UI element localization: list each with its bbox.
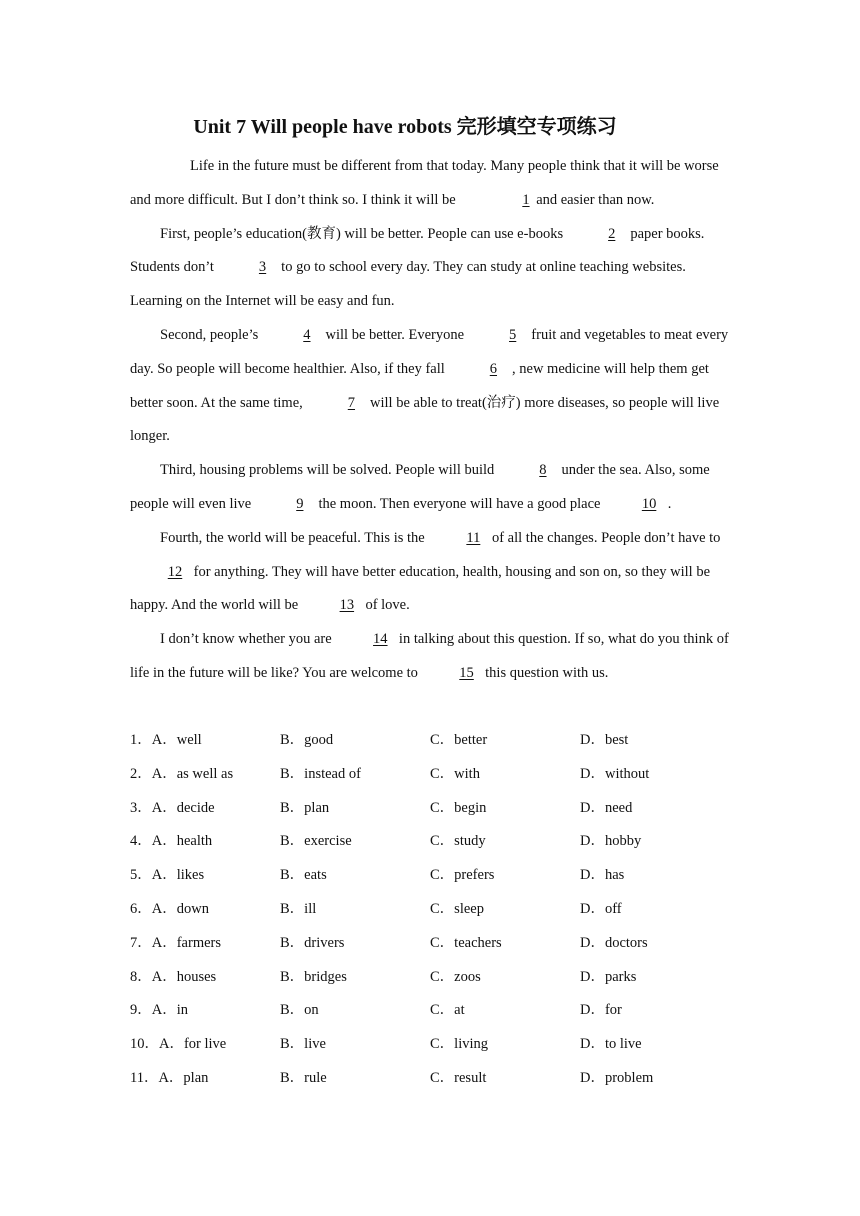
answer-options <box>130 724 750 1096</box>
option-c: C．result <box>430 1069 487 1086</box>
cloze-passage <box>130 150 730 691</box>
page-title: Unit 7 Will people have robots 完形填空专项练习 <box>193 116 617 138</box>
paragraph-2 <box>130 218 730 319</box>
passage-text: under the sea. Also, some people will even live <box>130 462 710 512</box>
option-a: 7．A．farmers <box>130 934 222 951</box>
option-b: B．eats <box>280 867 327 884</box>
passage-text: will be able to treat(治疗) more diseases, so people will live longer. <box>130 394 720 445</box>
passage-text: I don’t know whether you are <box>160 631 332 648</box>
option-b: B．drivers <box>280 934 345 951</box>
question-row <box>130 994 750 1028</box>
option-a: 2．A．as well as <box>130 765 234 782</box>
blank-3: 3 <box>258 259 267 276</box>
option-c: C．teachers <box>430 934 502 951</box>
passage-text: in talking about this question. If so, what do you think of life in the future will be like? You are welcome to <box>130 631 729 681</box>
option-d: D．has <box>580 867 625 884</box>
passage-text: for anything. They will have better education, health, housing and son on, so they will be happy. And the world will be <box>130 563 711 614</box>
question-row <box>130 758 750 792</box>
option-a: 9．A．in <box>130 1002 188 1019</box>
blank-6: 6 <box>489 360 498 377</box>
option-b: B．rule <box>280 1069 327 1086</box>
option-d: D．for <box>580 1002 622 1019</box>
option-d: D．need <box>580 799 633 816</box>
option-b: B．instead of <box>280 765 361 782</box>
option-b: B．live <box>280 1036 326 1053</box>
option-c: C．with <box>430 765 480 782</box>
question-row <box>130 1028 750 1062</box>
blank-7: 7 <box>347 394 356 411</box>
question-row <box>130 724 750 758</box>
passage-text: , new medicine will help them get better soon. At the same time, <box>130 360 709 411</box>
question-row <box>130 927 750 961</box>
option-d: D．without <box>580 765 650 782</box>
blank-11: 11 <box>466 529 481 546</box>
option-c: C．living <box>430 1036 489 1053</box>
question-row <box>130 961 750 995</box>
option-c: C．zoos <box>430 968 481 985</box>
passage-text: to go to school every day. They can study at online teaching websites. Learning on the Internet will be easy and fun. <box>130 259 686 310</box>
blank-1: 1 <box>522 191 530 208</box>
option-c: C．study <box>430 833 486 850</box>
passage-text: First, people’s education(教育) will be better. People can use e-books <box>160 225 564 242</box>
question-row <box>130 859 750 893</box>
option-b: B．ill <box>280 900 317 917</box>
passage-text: will be better. Everyone <box>325 326 465 343</box>
option-d: D．to live <box>580 1036 642 1053</box>
blank-4: 4 <box>303 326 311 343</box>
blank-8: 8 <box>539 462 547 479</box>
paragraph-5 <box>130 522 730 623</box>
paragraph-6 <box>130 623 730 691</box>
blank-10: 10 <box>641 495 657 512</box>
question-row <box>130 1062 750 1096</box>
blank-5: 5 <box>509 326 517 343</box>
option-b: B．exercise <box>280 833 352 850</box>
passage-text: . <box>667 495 672 512</box>
option-c: C．better <box>430 732 488 748</box>
option-d: D．doctors <box>580 934 648 951</box>
option-d: D．hobby <box>580 833 642 850</box>
option-a: 11．A．plan <box>130 1069 209 1086</box>
question-row <box>130 825 750 859</box>
option-d: D．parks <box>580 968 637 985</box>
option-d: D．problem <box>580 1069 654 1086</box>
blank-12: 12 <box>167 563 183 580</box>
blank-2: 2 <box>608 225 616 242</box>
passage-text: Second, people’s <box>160 326 259 343</box>
option-d: D．best <box>580 732 629 748</box>
option-d: D．off <box>580 900 622 917</box>
option-a: 6．A．down <box>130 900 209 917</box>
option-b: B．good <box>280 732 334 748</box>
passage-text: Fourth, the world will be peaceful. This is the <box>160 529 425 546</box>
option-c: C．begin <box>430 799 487 816</box>
option-b: B．bridges <box>280 968 347 985</box>
option-a: 5．A．likes <box>130 867 205 884</box>
option-a: 4．A．health <box>130 833 213 850</box>
paragraph-4 <box>130 454 730 522</box>
passage-text: and easier than now. <box>536 191 655 208</box>
option-c: C．prefers <box>430 867 495 884</box>
blank-9: 9 <box>296 495 304 512</box>
paragraph-1 <box>130 150 730 218</box>
passage-text: Life in the future must be different from that today. Many people think that it will be worse and more difficult. But I don’t think so. I think it will be <box>130 158 719 208</box>
option-a: 1．A．well <box>130 732 202 748</box>
option-a: 3．A．decide <box>130 799 215 816</box>
passage-text: paper books. Students don’t <box>130 225 705 276</box>
blank-14: 14 <box>373 631 388 648</box>
option-b: B．on <box>280 1002 319 1019</box>
passage-text: of love. <box>365 597 410 614</box>
option-a: 8．A．houses <box>130 968 217 985</box>
paragraph-3 <box>130 319 730 454</box>
question-row <box>130 792 750 826</box>
option-c: C．sleep <box>430 900 484 917</box>
option-a: 10．A．for live <box>130 1036 227 1053</box>
passage-text: fruit and vegetables to meat every day. So people will become healthier. Also, if they fall <box>130 326 729 377</box>
passage-text: this question with us. <box>485 664 609 681</box>
passage-text: Third, housing problems will be solved. People will build <box>160 462 495 479</box>
option-b: B．plan <box>280 799 330 816</box>
passage-text: of all the changes. People don’t have to <box>491 529 721 546</box>
blank-13: 13 <box>339 597 355 614</box>
question-row <box>130 893 750 927</box>
passage-text: the moon. Then everyone will have a good place <box>318 495 601 512</box>
blank-15: 15 <box>459 664 474 681</box>
option-c: C．at <box>430 1002 465 1019</box>
